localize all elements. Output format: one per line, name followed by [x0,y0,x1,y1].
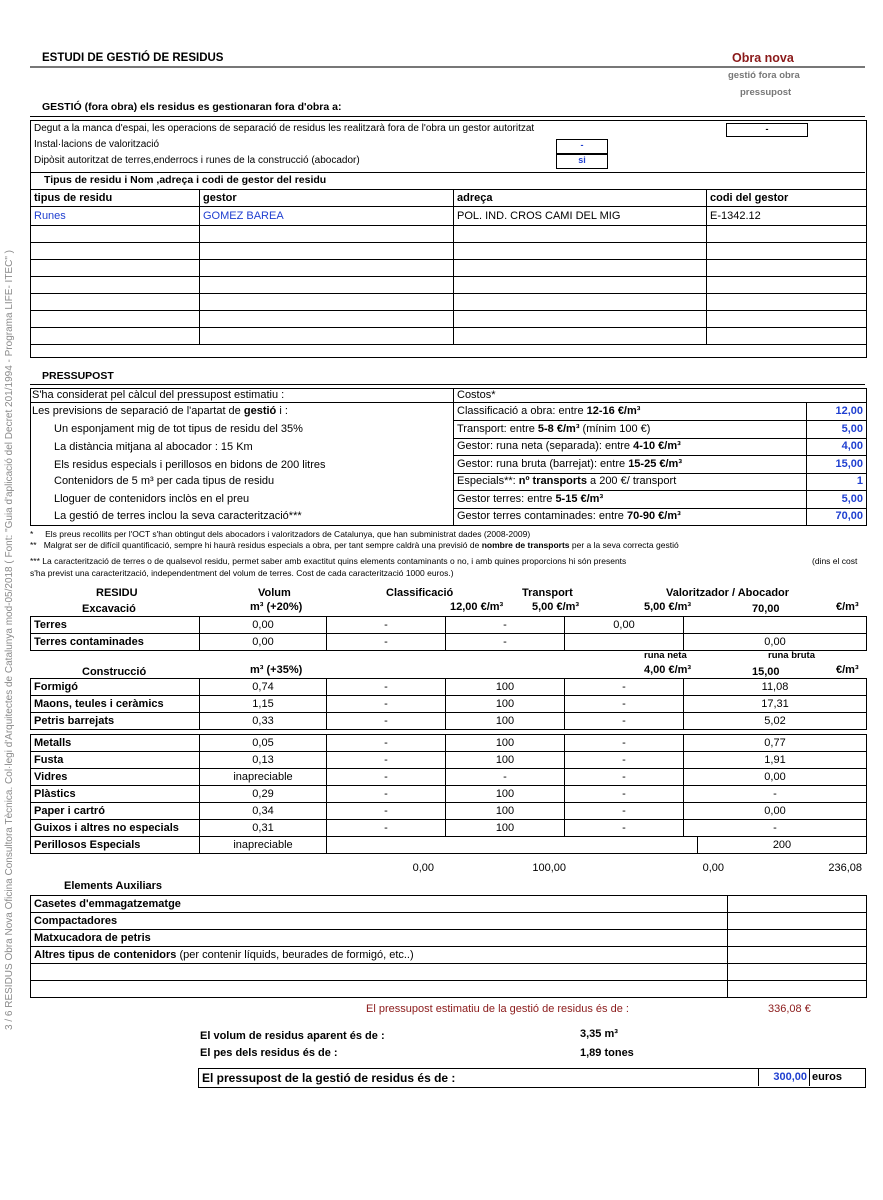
residu-name: Maons, teules i ceràmics [31,696,200,713]
residu-valor: - [565,679,684,696]
residu-name: Terres contaminades [31,634,200,651]
cost-row [454,403,866,421]
note-3-b: (dins el cost [812,556,858,566]
gestio-heading: GESTIÓ (fora obra) els residus es gestionaran fora d'obra a: [42,101,342,113]
h-volum: Volum [258,587,291,599]
residu-name: Terres [31,617,200,634]
table-row [31,752,867,769]
gestio-value-1: - [726,123,808,137]
residu-name: Petris barrejats [31,713,200,730]
table-row [31,328,867,345]
residu-class: - [327,617,446,634]
cost-row [454,456,866,474]
table-row [31,617,867,634]
table-row [31,634,867,651]
runa-neta: runa neta [644,650,687,661]
residu-name: Metalls [31,735,200,752]
h-transport: Transport [522,587,573,599]
residu-valor: - [565,752,684,769]
header-rule [30,66,865,68]
residu-vol: 0,74 [200,679,327,696]
residu-class: - [327,752,446,769]
residu-vol: 0,00 [200,617,327,634]
col-gestor: gestor [200,190,454,207]
final-unit: euros [812,1071,842,1083]
cost-value: 5,00 [806,491,865,508]
table-row [31,947,867,964]
residu-vol: inapreciable [200,769,327,786]
residu-class: - [327,634,446,651]
pes-label: El pes dels residus és de : [200,1047,338,1059]
residu-abocador: 0,00 [684,634,867,651]
cost-value: 70,00 [806,508,865,525]
residu-name: Vidres [31,769,200,786]
pes-value: 1,89 tones [580,1047,634,1059]
residu-transport: 100 [446,803,565,820]
volum-value: 3,35 m³ [580,1028,618,1040]
table-row [31,260,867,277]
total-class: 0,00 [412,862,434,874]
gestio-rule [30,116,865,117]
pressupost-left-5: Lloguer de contenidors inclòs en el preu [54,493,250,505]
total-transport: 100,00 [532,862,566,874]
table-row [31,803,867,820]
estimat-label: El pressupost estimatiu de la gestió de residus és de : [366,1003,629,1015]
cost-row [454,438,866,456]
residu-class: - [327,786,446,803]
col-codi: codi del gestor [707,190,867,207]
residu-transport: 100 [446,735,565,752]
exc-price-class: 12,00 €/m³ [450,601,504,613]
residu-vol: 0,13 [200,752,327,769]
perillosos-name: Perillosos Especials [31,837,200,854]
residu-valor: - [565,786,684,803]
final-value: 300,00 [758,1068,810,1086]
cost-label: Transport: entre 5-8 €/m³ (mínim 100 €) [457,423,651,435]
tipus-heading: Tipus de residu i Nom ,adreça i codi de gestor del residu [44,174,327,186]
residu-abocador [684,617,867,634]
residu-name: Plàstics [31,786,200,803]
aux-table [30,895,867,998]
volum-label: El volum de residus aparent és de : [200,1030,385,1042]
cell: Runes [31,207,200,226]
table-row [31,713,867,730]
residu-vol: 0,34 [200,803,327,820]
tipus-rule [30,172,865,173]
table-row [31,964,867,981]
cost-row [454,491,866,509]
residu-valor: - [565,735,684,752]
residu-vol: 0,33 [200,713,327,730]
runa-bruta: runa bruta [768,650,815,661]
gestio-line-2: Instal·lacions de valorització [34,139,160,150]
residu-abocador: 0,77 [684,735,867,752]
cost-value: 12,00 [806,403,865,420]
cost-row [454,473,866,491]
cost-label: Gestor terres contaminades: entre 70-90 €/m³ [457,510,681,522]
residu-class: - [327,696,446,713]
pressupost-left-0: Les previsions de separació de l'apartat de gestió i : [32,405,288,417]
gestors-header-row [31,190,867,207]
gestio-line-3: Dipòsit autoritzat de terres,enderrocs i runes de la construcció (abocador) [34,155,360,166]
residu-abocador: 5,02 [684,713,867,730]
cost-label: Gestor: runa neta (separada): entre 4-10 €/m³ [457,440,681,452]
table-row [31,207,867,226]
gestio-value-3: si [556,154,608,169]
table-row [31,735,867,752]
final-label: El pressupost de la gestió de residus és de : [202,1071,456,1085]
table-row [31,294,867,311]
gestors-table [30,189,867,345]
residu-transport: 100 [446,679,565,696]
construccio-label: Construcció [82,666,147,678]
residu-valor: - [565,713,684,730]
cons_rows_b-table [30,734,867,837]
residu-abocador: 0,00 [684,769,867,786]
table-row [31,896,867,913]
residu-abocador: 11,08 [684,679,867,696]
cost-value: 1 [806,473,865,490]
aux-row-2: Compactadores [31,913,728,930]
pressupost-left-3: Els residus especials i perillosos en bidons de 200 litres [54,459,326,471]
exc-price-contam: 70,00 [752,603,780,615]
residu-class: - [327,820,446,837]
header-sub1: gestió fora obra [728,70,800,81]
residu-transport: - [446,769,565,786]
cell [327,837,698,854]
page-title: ESTUDI DE GESTIÓ DE RESIDUS [42,52,224,64]
pressupost-left-2: La distància mitjana al abocador : 15 Km [54,441,253,453]
residu-abocador: - [684,820,867,837]
cons-eur: €/m³ [836,664,859,676]
note-3: *** La caracterització de terres o de qualsevol residu, permet saber amb exactitut quins elements contaminants o no, i amb quines proporcions hi són presents [30,556,627,566]
note-3-c: s'ha previst una caracterització, independentment del volum de terres. Cost de cada caracterització 1000 euros.) [30,568,454,578]
table-row [31,311,867,328]
h-valor: Valoritzador / Abocador [666,587,790,599]
table-row [31,930,867,947]
table-row [31,981,867,998]
cost-value: 4,00 [806,438,865,455]
exc-price-terres: 5,00 €/m³ [644,601,692,613]
note-1: * Els preus recollits per l'OCT s'han obtingut dels abocadors i valoritzadors de Catalunya, que han subministrat dades (2008-2009) [30,529,531,539]
estimat-value: 336,08 € [768,1003,811,1015]
h-residu: RESIDU [96,587,138,599]
col-adreca: adreça [454,190,707,207]
cons-price-neta: 4,00 €/m³ [644,664,692,676]
residu-abocador: 0,00 [684,803,867,820]
residu-class: - [327,713,446,730]
note-2: ** Malgrat ser de difícil quantificació, sempre hi haurà residus especials a obra, per tant sempre caldrà una previsió de nombre de transports per a la seva correcta gestió [30,540,679,550]
residu-vol: 0,31 [200,820,327,837]
table-row [31,679,867,696]
residu-valor: - [565,769,684,786]
pressupost-heading: PRESSUPOST [42,370,114,382]
cost-label: Gestor: runa bruta (barrejat): entre 15-25 €/m³ [457,458,682,470]
residu-abocador: 1,91 [684,752,867,769]
gestio-value-2: - [556,139,608,154]
total-abocador: 236,08 [828,862,862,874]
residu-vol: 0,29 [200,786,327,803]
cons_rows_a-table [30,678,867,730]
residu-valor: - [565,803,684,820]
residu-class: - [327,679,446,696]
exc-unit: m³ (+20%) [250,601,303,613]
pressupost-right-title: Costos* [457,389,496,401]
residu-name: Guixos i altres no especials [31,820,200,837]
exc-eur: €/m³ [836,601,859,613]
cost-label: Classificació a obra: entre 12-16 €/m³ [457,405,641,417]
perillosos-v2: 200 [698,837,867,854]
residu-class: - [327,769,446,786]
residu-name: Paper i cartró [31,803,200,820]
aux-heading: Elements Auxiliars [64,880,163,892]
cost-row [454,508,866,526]
residu-vol: 0,05 [200,735,327,752]
residu-transport: 100 [446,696,565,713]
cost-row [454,421,866,439]
obra-type: Obra nova [732,51,794,65]
col-tipus: tipus de residu [31,190,200,207]
residu-vol: 1,15 [200,696,327,713]
cell: POL. IND. CROS CAMI DEL MIG [454,207,707,226]
residu-transport: - [446,634,565,651]
header-sub2: pressupost [740,87,792,98]
residu-name: Fusta [31,752,200,769]
excavacio-label: Excavació [82,603,136,615]
residu-abocador: 17,31 [684,696,867,713]
residu-valor: - [565,696,684,713]
pressupost-rule [30,384,865,385]
perillosos-table [30,836,867,854]
aux-row-1: Casetes d'emmagatzematge [31,896,728,913]
pressupost-left-1: Un esponjament mig de tot tipus de residu del 35% [54,423,303,435]
table-row [31,786,867,803]
h-class: Classificació [386,587,454,599]
cell: GOMEZ BAREA [200,207,454,226]
pressupost-left-title: S'ha considerat pel càlcul del pressupost estimatiu : [32,389,285,401]
residu-class: - [327,803,446,820]
residu-transport: 100 [446,713,565,730]
residu-valor: - [565,820,684,837]
residu-valor: 0,00 [565,617,684,634]
aux-row-3: Matxucadora de petris [31,930,728,947]
table-row [31,769,867,786]
exc_rows-table [30,616,867,651]
residu-vol: 0,00 [200,634,327,651]
exc-price-transport: 5,00 €/m³ [532,601,580,613]
sidebar-text: 3 / 6 RESIDUS Obra Nova Oficina Consultora Tècnica. Col·legi d'Arquitectes de Catalunya mod-05/2018 ( Font: "Guia d'aplicació del Decret 201/1994 - Programa LIFE- ITEC" ) [4,250,15,1030]
total-valor: 0,00 [702,862,724,874]
residu-abocador: - [684,786,867,803]
table-row [31,820,867,837]
cost-value: 15,00 [806,456,865,473]
cost-label: Especials**: nº transports a 200 €/ transport [457,475,677,487]
pressupost-left-6: La gestió de terres inclou la seva caracterització*** [54,510,302,522]
table-row [31,226,867,243]
cell: E-1342.12 [707,207,867,226]
residu-transport: 100 [446,752,565,769]
table-row [31,913,867,930]
cost-label: Gestor terres: entre 5-15 €/m³ [457,493,604,505]
pressupost-left-4: Contenidors de 5 m³ per cada tipus de residu [54,475,275,487]
perillosos-vol: inapreciable [200,837,327,854]
cost-value: 5,00 [806,421,865,438]
residu-valor [565,634,684,651]
aux-row-4: Altres tipus de contenidors (per contenir líquids, beurades de formigó, etc..) [31,947,728,964]
residu-transport: 100 [446,820,565,837]
table-row [31,243,867,260]
cons-unit: m³ (+35%) [250,664,303,676]
cons-price-bruta: 15,00 [752,666,780,678]
residu-name: Formigó [31,679,200,696]
residu-transport: 100 [446,786,565,803]
table-row [31,277,867,294]
residu-transport: - [446,617,565,634]
table-row [31,696,867,713]
gestio-line-1: Degut a la manca d'espai, les operacions de separació de residus les realitzarà fora de l'obra un gestor autoritzat [34,123,535,134]
residu-class: - [327,735,446,752]
table-row [31,837,867,854]
